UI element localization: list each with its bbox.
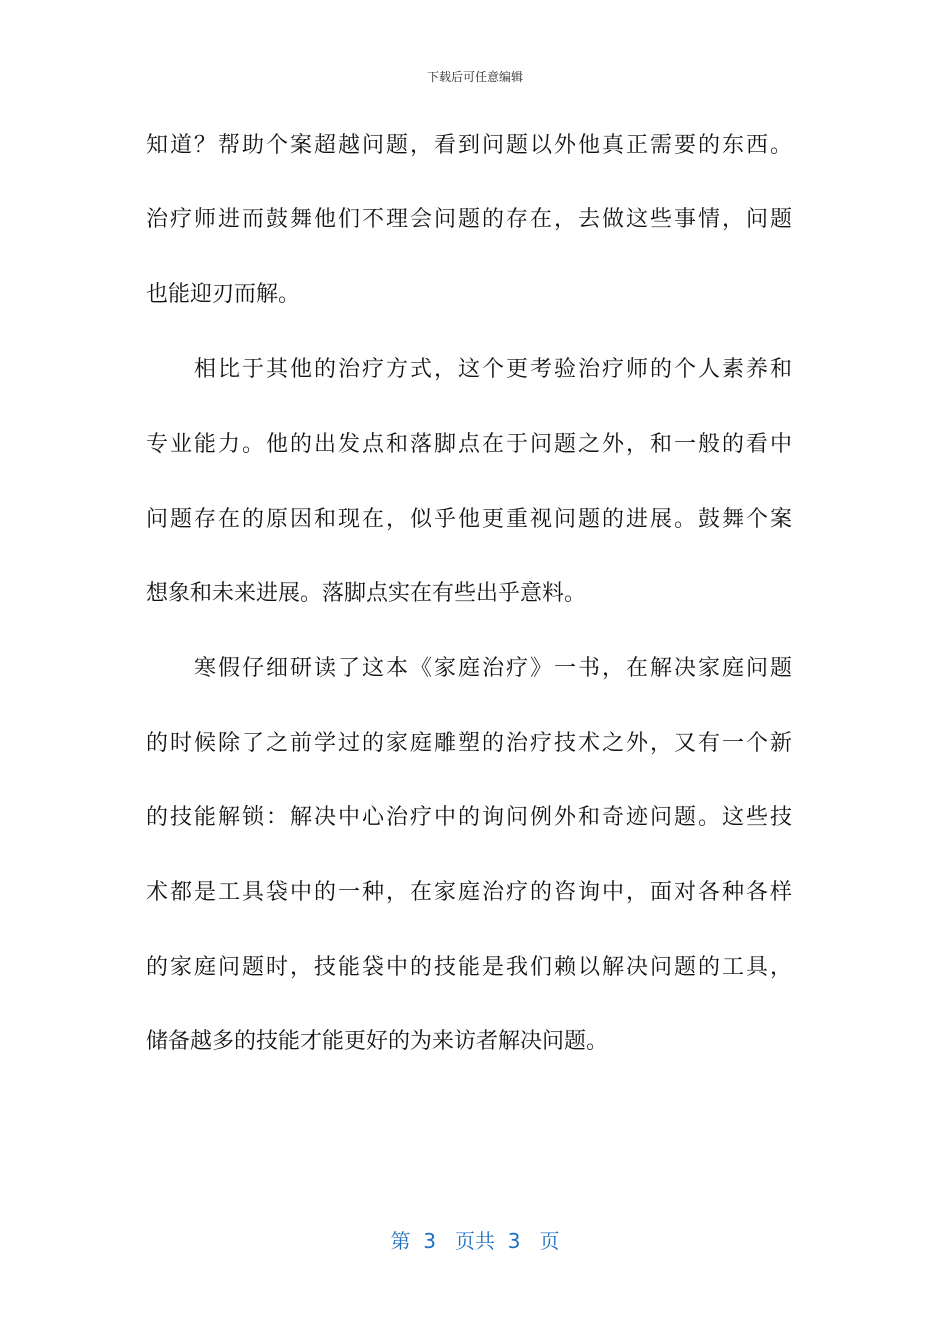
text-line: 问题存在的原因和现在，似乎他更重视问题的进展。鼓舞个案: [146, 507, 792, 532]
paragraph-first-line: 寒假仔细研读了这本《家庭治疗》一书，在解决家庭问题: [194, 656, 792, 681]
text-line: 想象和未来进展。落脚点实在有些出乎意料。: [146, 581, 587, 606]
text-line: 术都是工具袋中的一种，在家庭治疗的咨询中，面对各种各样: [146, 880, 792, 905]
text-line: 知道？帮助个案超越问题，看到问题以外他真正需要的东西。: [146, 133, 792, 158]
text-line: 储备越多的技能才能更好的为来访者解决问题。: [146, 1029, 609, 1054]
text-line: 也能迎刃而解。: [146, 282, 301, 307]
text-line: 的时候除了之前学过的家庭雕塑的治疗技术之外，又有一个新: [146, 731, 792, 756]
text-line: 治疗师进而鼓舞他们不理会问题的存在，去做这些事情，问题: [146, 207, 792, 232]
page-number-footer: 第 3 页共 3 页: [390, 1229, 560, 1253]
paragraph-first-line: 相比于其他的治疗方式，这个更考验治疗师的个人素养和: [194, 357, 792, 382]
text-line: 专业能力。他的出发点和落脚点在于问题之外，和一般的看中: [146, 432, 792, 457]
text-line: 的家庭问题时，技能袋中的技能是我们赖以解决问题的工具，: [146, 955, 792, 980]
page-header-note: 下载后可任意编辑: [426, 70, 523, 84]
text-line: 的技能解锁：解决中心治疗中的询问例外和奇迹问题。这些技: [146, 805, 792, 830]
